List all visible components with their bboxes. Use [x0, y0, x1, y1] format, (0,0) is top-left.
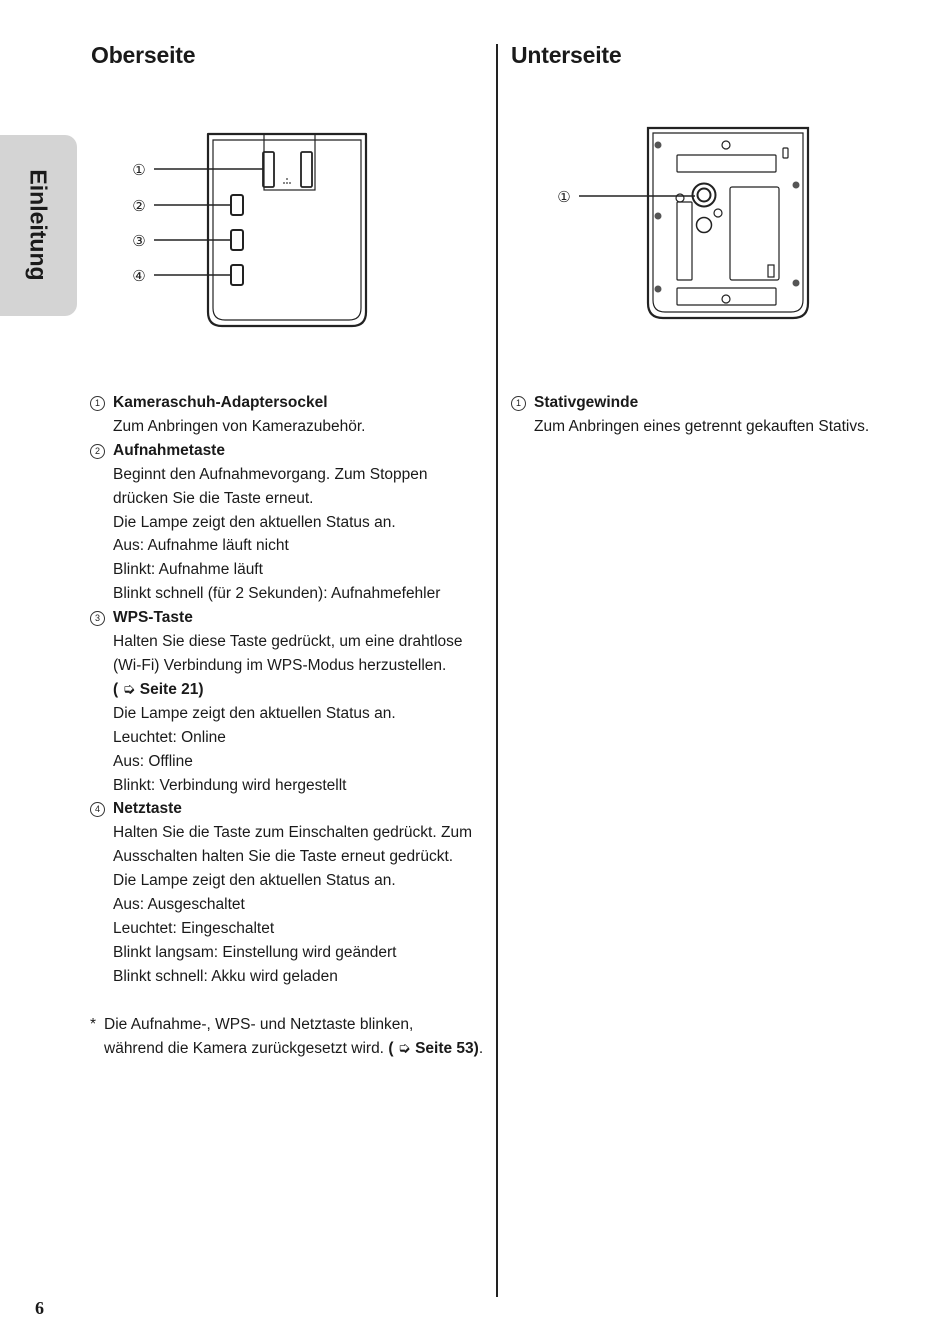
item-line: drücken Sie die Taste erneut.	[113, 489, 314, 507]
footnote-line	[90, 1037, 510, 1061]
bottom-view-illustration	[0, 0, 950, 400]
screw-bottom	[722, 295, 730, 303]
item-line: Leuchtet: Online	[113, 728, 226, 746]
list-item	[90, 797, 490, 988]
item-line: Zum Anbringen von Kamerazubehör.	[113, 417, 366, 435]
item-line: (Wi-Fi) Verbindung im WPS-Modus herzustellen.	[113, 656, 447, 674]
item-line: Aus: Aufnahme läuft nicht	[113, 537, 289, 555]
item-line: Blinkt langsam: Einstellung wird geändert	[113, 943, 397, 961]
tripod-thread-inner	[698, 189, 711, 202]
item-line: Halten Sie die Taste zum Einschalten gedrückt. Zum	[113, 824, 472, 842]
item-line: Zum Anbringen eines getrennt gekauften Stativs.	[534, 417, 870, 435]
footnote-line: Die Aufnahme-, WPS- und Netztaste blinken,	[104, 1016, 414, 1033]
callout-2: ②	[132, 197, 146, 215]
screw-top	[722, 141, 730, 149]
item-number: 2	[90, 444, 105, 459]
page-reference-link[interactable]: ( ➭ Seite 21)	[113, 680, 204, 698]
label-area-top	[677, 155, 776, 172]
item-line: Die Lampe zeigt den aktuellen Status an.	[113, 704, 396, 722]
screw-mid-left	[676, 194, 684, 202]
list-item	[90, 439, 490, 606]
item-number: 4	[90, 802, 105, 817]
item-line: Die Lampe zeigt den aktuellen Status an.	[113, 513, 396, 531]
item-title: Kameraschuh-Adaptersockel	[113, 394, 328, 411]
footnote-text: während die Kamera zurückgesetzt wird.	[104, 1039, 389, 1057]
item-line: Leuchtet: Eingeschaltet	[113, 919, 275, 937]
item-line: Aus: Offline	[113, 752, 193, 770]
item-title: Stativgewinde	[534, 394, 639, 411]
bottom-body-inner	[653, 133, 803, 312]
item-line: Blinkt: Aufnahme läuft	[113, 561, 263, 579]
page-reference-link[interactable]: ( ➭ Seite 53)	[388, 1039, 479, 1057]
list-item	[90, 606, 490, 797]
corner-screws	[655, 142, 800, 293]
item-line: Beginnt den Aufnahmevorgang. Zum Stoppen	[113, 465, 428, 483]
item-line: Ausschalten halten Sie die Taste erneut gedrückt.	[113, 848, 454, 866]
list-item	[511, 391, 911, 439]
tripod-thread-outer	[693, 184, 716, 207]
screw-mid-right	[714, 209, 722, 217]
bottom-body-outline	[648, 128, 808, 318]
item-number: 1	[511, 396, 526, 411]
item-line: Blinkt: Verbindung wird hergestellt	[113, 776, 347, 794]
battery-cover	[730, 187, 779, 280]
item-number: 3	[90, 611, 105, 626]
callout-3: ③	[132, 232, 146, 250]
callout-4: ④	[132, 267, 146, 285]
item-title: Netztaste	[113, 800, 182, 818]
item-line: Halten Sie diese Taste gedrückt, um eine drahtlose	[113, 633, 463, 651]
chapter-side-tab-label: Einleitung	[25, 169, 52, 281]
callout-tripod: ①	[557, 188, 571, 206]
section-heading-top: Oberseite	[91, 42, 196, 68]
item-line: Die Lampe zeigt den aktuellen Status an.	[113, 872, 396, 890]
list-item	[90, 391, 490, 439]
slot-top-right	[783, 148, 788, 158]
callout-1: ①	[132, 161, 146, 179]
alignment-hole	[697, 218, 712, 233]
item-number: 1	[90, 396, 105, 411]
item-title: Aufnahmetaste	[113, 441, 225, 459]
item-line: Blinkt schnell (für 2 Sekunden): Aufnahmefehler	[113, 585, 441, 603]
rubber-strip-left	[677, 202, 692, 280]
footnote	[90, 1013, 510, 1061]
top-parts-list	[90, 391, 490, 989]
bottom-parts-list	[511, 391, 911, 439]
item-title: WPS-Taste	[113, 609, 193, 627]
item-line: Aus: Ausgeschaltet	[113, 896, 245, 914]
footnote-marker: *	[90, 1016, 97, 1033]
footnote-end: .	[478, 1039, 484, 1057]
page-number: 6	[35, 1298, 44, 1318]
section-heading-bottom: Unterseite	[511, 42, 622, 68]
item-line: Blinkt schnell: Akku wird geladen	[113, 967, 338, 985]
cover-latch	[768, 265, 774, 277]
